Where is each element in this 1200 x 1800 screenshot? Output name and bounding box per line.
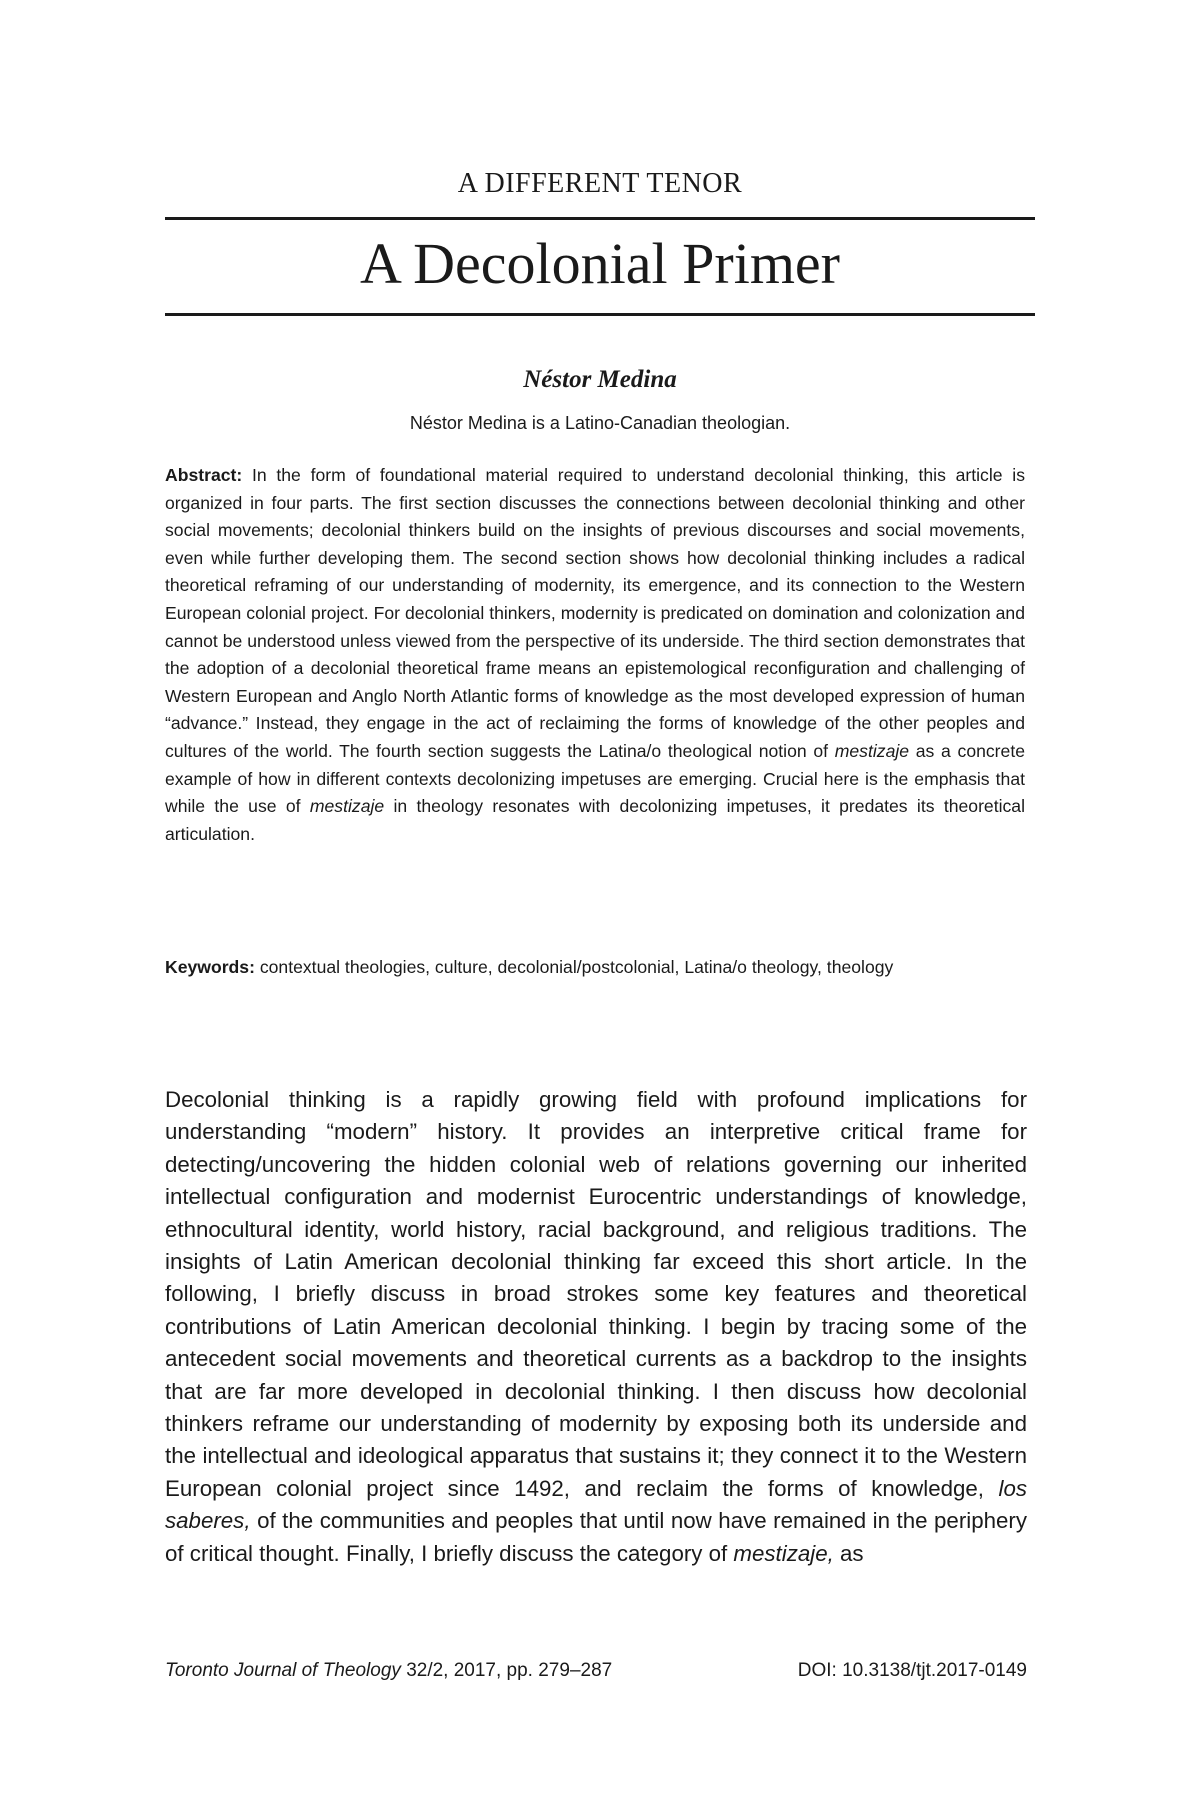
body-term-los-saberes: los saberes, [165,1475,1027,1534]
page-footer [165,1660,1027,1682]
body-text-part-3: as [840,1540,864,1566]
footer-volume-pages: 32/2, 2017, pp. 279–287 [406,1660,613,1681]
keywords-text: contextual theologies, culture, decolonial/postcolonial, Latina/o theology, theology [259,957,894,977]
body-paragraph [165,1084,1027,1570]
author-name: Néstor Medina [523,366,677,393]
author-affiliation: Néstor Medina is a Latino-Canadian theologian. [409,413,791,433]
keywords-label: Keywords: [165,957,255,977]
abstract-term-mestizaje-2: mestizaje [309,796,385,817]
abstract-text-part-1: In the form of foundational material required to understand decolonial thinking, this article is organized in four parts. The first section discusses the connections between decolonial thinking and other social movements; decolonial thinkers build on the insights of previous discourses and social movements, even while further developing them. The second section shows how decolonial thinking includes a radical theoretical reframing of our understanding of modernity, its emergence, and its connection to the Western European colonial project. For decolonial thinkers, modernity is predicated on domination and colonization and cannot be understood unless viewed from the perspective of its underside. The third section demonstrates that the adoption of a decolonial theoretical frame means an epistemological reconfiguration and challenging of Western European and Anglo North Atlantic forms of knowledge as the most developed expression of human “advance.” Instead, they engage in the act of reclaiming the forms of knowledge of the other peoples and cultures of the world. The fourth section suggests the Latina/o theological notion of [165,465,1025,761]
abstract-text-part-2: as a concrete example of how in different contexts decolonizing impetuses are emerging. Crucial here is the emphasis that while the use of [165,740,1025,817]
body-term-mestizaje: mestizaje, [733,1540,834,1566]
footer-citation [165,1660,612,1682]
footer-doi: DOI: 10.3138/tjt.2017-0149 [797,1660,1027,1681]
body-text-part-2: of the communities and peoples that until now have remained in the periphery of critical thought. Finally, I briefly discuss the category of [165,1508,1027,1566]
title-rule-bottom [165,313,1035,316]
abstract-label: Abstract: [165,465,243,485]
article-title: A Decolonial Primer [359,231,840,296]
footer-journal-name: Toronto Journal of Theology [165,1660,401,1681]
keywords [165,954,1025,982]
body-text-part-1: Decolonial thinking is a rapidly growing field with profound implications for understanding “modern” history. It provides an interpretive critical frame for detecting/uncovering the hidden colonial web of relations governing our inherited intellectual configuration and modernist Eurocentric understandings of knowledge, ethnocultural identity, world history, racial background, and religious traditions. The insights of Latin American decolonial thinking far exceed this short article. In the following, I briefly discuss in broad strokes some key features and theoretical contributions of Latin American decolonial thinking. I begin by tracing some of the antecedent social movements and theoretical currents as a backdrop to the insights that are far more developed in decolonial thinking. I then discuss how decolonial thinkers reframe our understanding of modernity by exposing both its underside and the intellectual and ideological apparatus that sustains it; they connect it to the Western European colonial project since 1492, and reclaim the forms of knowledge, [165,1087,1027,1501]
section-label: A DIFFERENT TENOR [457,168,743,199]
title-rule-top [165,217,1035,220]
abstract-term-mestizaje-1: mestizaje [834,740,910,761]
abstract [165,462,1025,848]
abstract-text-part-3: in theology resonates with decolonizing impetuses, it predates its theoretical articulation. [165,796,1026,844]
